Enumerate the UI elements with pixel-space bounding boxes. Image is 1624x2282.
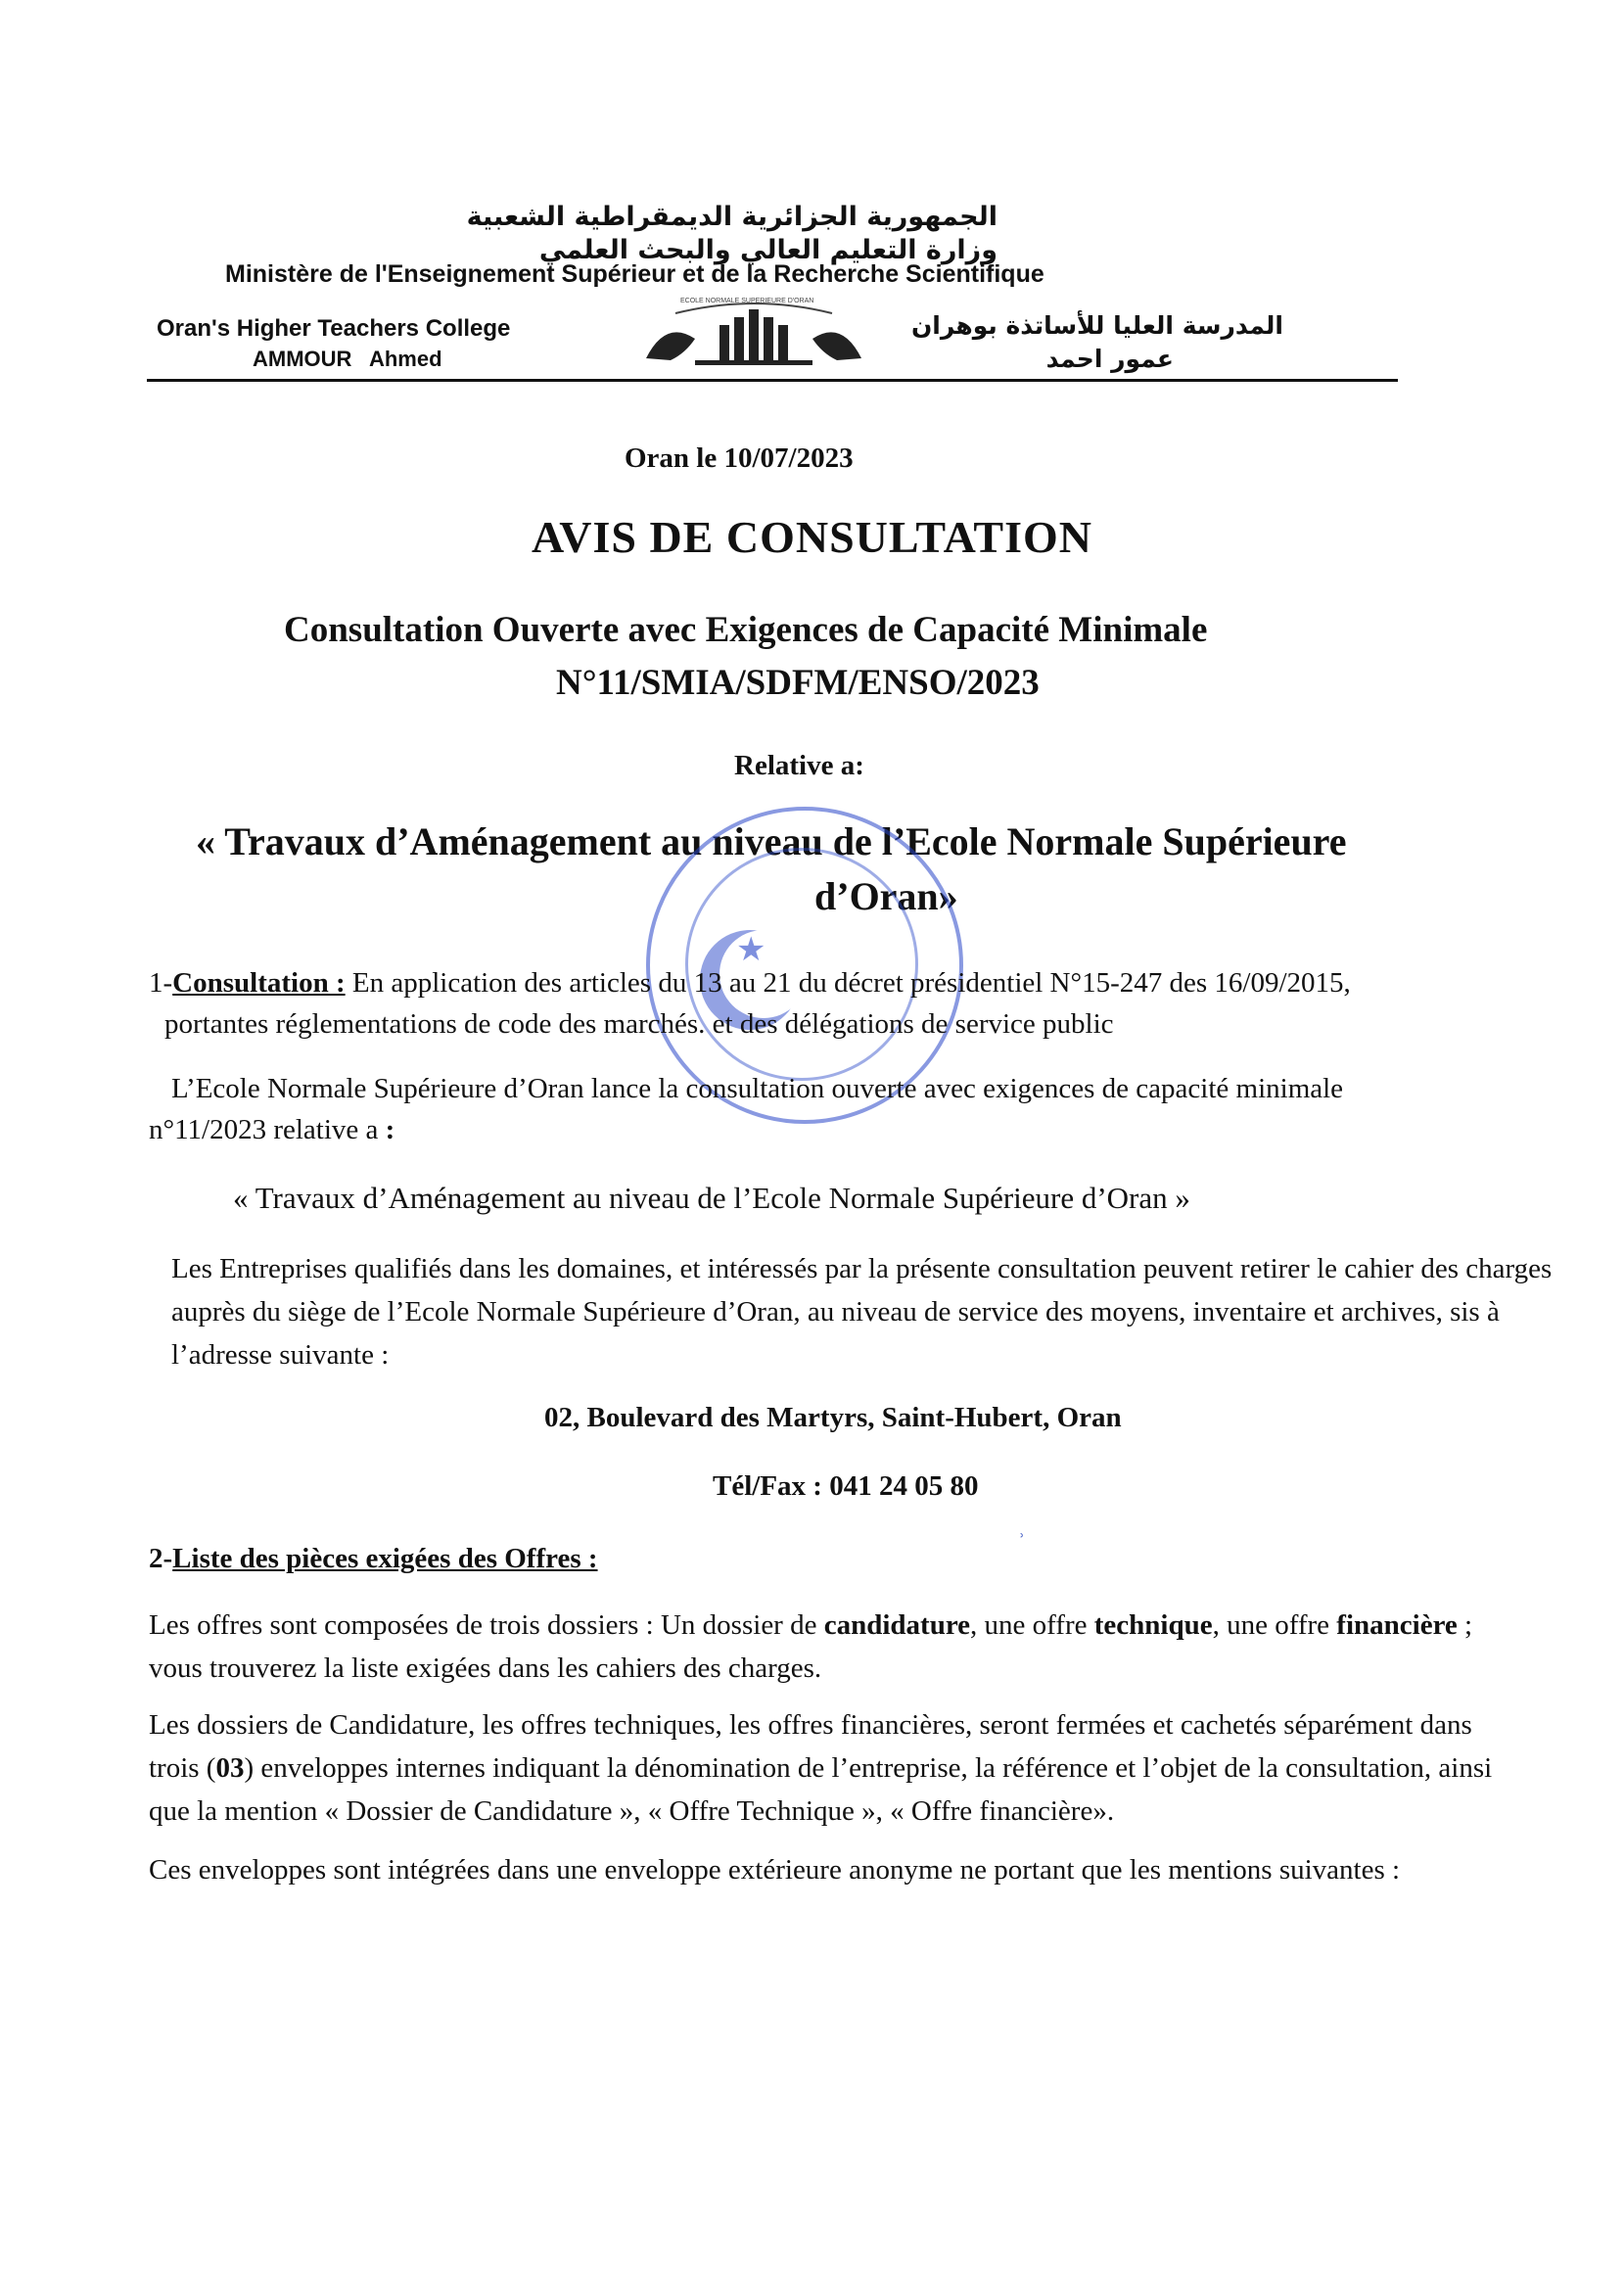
offers-technique: technique: [1093, 1609, 1213, 1641]
section2-label: Liste des pièces exigées des Offres :: [172, 1543, 598, 1574]
launch-ref: n°11/2023 relative a: [149, 1114, 386, 1145]
launch-statement-line2: [149, 1114, 394, 1146]
object-quote: « Travaux d’Aménagement au niveau de l’Ecole Normale Supérieure d’Oran »: [233, 1181, 1190, 1215]
section1-number: 1-: [149, 967, 173, 999]
offers-text-a: Les offres sont composées de trois dossiers : Un dossier de: [149, 1609, 824, 1641]
offers-financiere: financière: [1336, 1609, 1458, 1641]
header-arabic-republic: الجمهورية الجزائرية الديمقراطية الشعبية: [466, 202, 998, 232]
header-ministry: Ministère de l'Enseignement Supérieur et de la Recherche Scientifique: [225, 260, 1044, 288]
offers-text-e: , une offre: [1212, 1609, 1337, 1641]
header-college-ar: المدرسة العليا للأساتذة بوهران: [910, 311, 1283, 340]
launch-colon: :: [385, 1114, 395, 1145]
relative-label: Relative a:: [734, 750, 864, 781]
envelopes-text-c: ) enveloppes internes indiquant la dénomination de l’entreprise, la référence et l’objet de la consultation, ainsi que la mention « Dossier de Candidature », « Offre Technique », « Offre financière».: [149, 1752, 1493, 1827]
object-title-line1: « Travaux d’Aménagement au niveau de l’Ecole Normale Supérieure: [196, 819, 1347, 863]
offers-paragraph: [149, 1604, 1500, 1690]
header-college-name: AMMOUR Ahmed: [253, 347, 442, 371]
document-date: Oran le 10/07/2023: [625, 442, 854, 474]
outer-envelope-text: Ces enveloppes sont intégrées dans une enveloppe extérieure anonyme ne portant que les mentions suivantes :: [149, 1854, 1401, 1886]
offers-text-c: , une offre: [970, 1609, 1094, 1641]
college-logo: [626, 300, 881, 378]
document-subtitle: Consultation Ouverte avec Exigences de Capacité Minimale: [284, 610, 1208, 650]
logo-text: ECOLE NORMALE SUPERIEURE D'ORAN: [680, 298, 814, 304]
object-title-line2: d’Oran»: [814, 874, 958, 918]
offers-text-g: ; vous trouverez la liste exigées dans les cahiers des charges.: [149, 1609, 1473, 1684]
stamp-star-icon: ★: [736, 932, 766, 968]
document-reference: N°11/SMIA/SDFM/ENSO/2023: [556, 663, 1040, 703]
header-arabic-ministry: وزارة التعليم العالي والبحث العلمي: [538, 235, 998, 265]
telephone-fax: Tél/Fax : 041 24 05 80: [713, 1470, 979, 1502]
section1-line1: [149, 967, 1351, 1000]
header-divider: [147, 379, 1398, 382]
launch-statement: L’Ecole Normale Supérieure d’Oran lance la consultation ouverte avec exigences de capacité minimale: [171, 1073, 1344, 1104]
section2-number: 2-: [149, 1543, 173, 1574]
section1-text1: En application des articles du 13 au 21 du décret présidentiel N°15-247 des 16/09/2015,: [345, 967, 1351, 999]
address: 02, Boulevard des Martyrs, Saint-Hubert, Oran: [544, 1402, 1122, 1433]
offers-candidature: candidature: [823, 1609, 971, 1641]
section1-text2: portantes réglementations de code des marchés. et des délégations de service public: [164, 1008, 1114, 1040]
envelopes-text-a: Les dossiers de Candidature, les offres techniques, les offres financières, seront fermées et cachetés séparément dans trois (: [149, 1709, 1472, 1784]
header-name-ar: عمور احمد: [1045, 345, 1174, 373]
document-title: AVIS DE CONSULTATION: [531, 512, 1093, 562]
ink-mark: ʾ: [1018, 1529, 1026, 1554]
header-college-en: Oran's Higher Teachers College: [157, 315, 511, 342]
envelopes-paragraph: [149, 1703, 1529, 1833]
companies-paragraph: Les Entreprises qualifiés dans les domaines, et intéressés par la présente consultation peuvent retirer le cahier des charges auprès du siège de l’Ecole Normale Supérieure d’Oran, au niveau de service des moyens, inventaire et archives, sis à l’adresse suivante :: [171, 1253, 1553, 1371]
section1-heading: Consultation :: [172, 967, 346, 999]
section2-heading: [149, 1543, 598, 1575]
envelopes-count: 03: [215, 1752, 245, 1784]
